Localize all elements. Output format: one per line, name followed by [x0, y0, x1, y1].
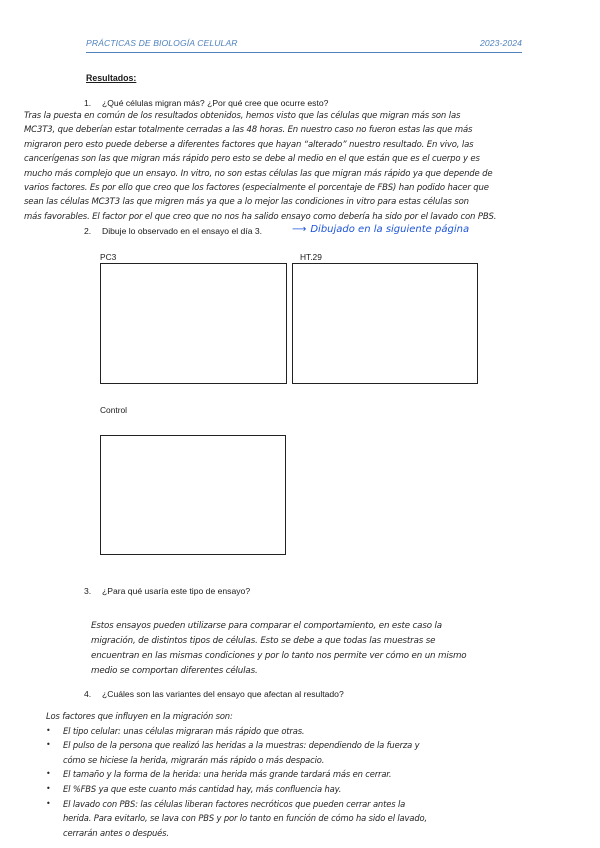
- factor-text: cómo se hiciese la herida, migrarán más rápido o más despacio.: [63, 754, 325, 765]
- answer-3-line: medio se comportan diferentes células.: [91, 665, 258, 676]
- list-item: [46, 767, 566, 782]
- annotation-text: Dibujado en la siguiente página: [310, 224, 470, 235]
- answer-1-line: MC3T3, que deberían estar totalmente cerradas a las 48 horas. En nuestro caso no fueron estas las que más: [24, 125, 473, 136]
- answer-3-line: encuentran en las mismas condiciones y por lo tanto nos permite ver cómo en un mismo: [91, 650, 467, 661]
- factor-text: El %FBS ya que este cuanto más cantidad hay, más confluencia hay.: [63, 783, 342, 794]
- question-4-number: 4.: [84, 689, 92, 699]
- page-header: [86, 38, 522, 48]
- factor-text: El pulso de la persona que realizó las heridas a la muestras: dependiendo de la fuerza y: [63, 740, 420, 751]
- ht29-label: HT.29: [300, 252, 322, 262]
- answer-1-line: varios factores. Es por ello que creo que los factores (especialmente el porcentaje de FBS) han podido hacer que: [24, 183, 489, 194]
- factor-text: El tipo celular: unas células migraran más rápido que otras.: [63, 725, 305, 736]
- question-2-text: Dibuje lo observado en el ensayo el día 3.: [102, 226, 263, 236]
- question-3: [84, 586, 250, 596]
- answer-3: [91, 619, 551, 679]
- answer-1-line: más favorables. El factor por el que creo que no nos ha salido ensayo como debería ha sido por el lavado con PBS.: [24, 211, 497, 222]
- answer-1-line: mucho más complejo que un ensayo. In vitro, no son estas células las que migran más rápido ya que depende de: [24, 168, 493, 179]
- question-3-number: 3.: [84, 586, 92, 596]
- bullet-icon: •: [46, 798, 51, 808]
- control-label: Control: [100, 405, 127, 415]
- list-item: [46, 738, 566, 767]
- bullet-icon: •: [46, 725, 51, 735]
- factors-intro: Los factores que influyen en la migración son:: [46, 711, 233, 721]
- question-3-text: ¿Para qué usaría este tipo de ensayo?: [102, 586, 251, 596]
- ht29-drawing-box: [292, 263, 478, 384]
- question-2: [84, 226, 262, 236]
- results-heading: Resultados:: [86, 73, 137, 83]
- control-drawing-box: [100, 435, 286, 555]
- academic-year: 2023-2024: [480, 38, 522, 48]
- list-item: [46, 797, 566, 841]
- answer-1-line: cancerígenas son las que migran más rápido pero esto se debe al medio en el que están que es el cuerpo y es: [24, 154, 480, 165]
- list-item: [46, 724, 566, 739]
- question-4-text: ¿Cuáles son las variantes del ensayo que afectan al resultado?: [102, 689, 344, 699]
- question-1-text: ¿Qué células migran más? ¿Por qué cree que ocurre esto?: [102, 98, 329, 108]
- factor-text: El lavado con PBS: las células liberan factores necróticos que pueden cerrar antes la: [63, 798, 406, 809]
- header-divider: [86, 52, 522, 53]
- factors-list: [46, 724, 566, 841]
- factor-text: herida. Para evitarlo, se lava con PBS y por lo tanto en función de cómo ha sido el lavado,: [63, 813, 427, 824]
- question-1-number: 1.: [84, 98, 92, 108]
- answer-4: [46, 709, 566, 840]
- factor-text: El tamaño y la forma de la herida: una herida más grande tardará más en cerrar.: [63, 769, 392, 780]
- course-title: PRÁCTICAS DE BIOLOGÍA CELULAR: [86, 38, 238, 48]
- question-1: [84, 98, 328, 108]
- handwritten-annotation: [292, 224, 469, 235]
- question-2-number: 2.: [84, 226, 92, 236]
- bullet-icon: •: [46, 740, 51, 750]
- bullet-icon: •: [46, 783, 51, 793]
- list-item: [46, 782, 566, 797]
- pc3-drawing-box: [100, 263, 287, 384]
- answer-1-line: Tras la puesta en común de los resultados obtenidos, hemos visto que las células que migran más son las: [24, 111, 461, 121]
- bullet-icon: •: [46, 769, 51, 779]
- factor-text: cerrarán antes o después.: [63, 827, 169, 838]
- answer-1: [24, 109, 590, 224]
- answer-1-line: migraron pero esto puede deberse a diferentes factores que hayan “alterado” nuestro resultado. En vivo, las: [24, 139, 474, 150]
- answer-3-line: Estos ensayos pueden utilizarse para comparar el comportamiento, en este caso la: [91, 621, 442, 631]
- pc3-label: PC3: [100, 252, 117, 262]
- arrow-right-icon: ⟶: [292, 224, 307, 235]
- question-4: [84, 689, 344, 699]
- answer-3-line: migración, de distintos tipos de células. Esto se debe a que todas las muestras se: [91, 635, 436, 646]
- answer-1-line: sean las células MC3T3 las que migren más ya que a lo mejor las condiciones in vitro para estas células son: [24, 197, 469, 208]
